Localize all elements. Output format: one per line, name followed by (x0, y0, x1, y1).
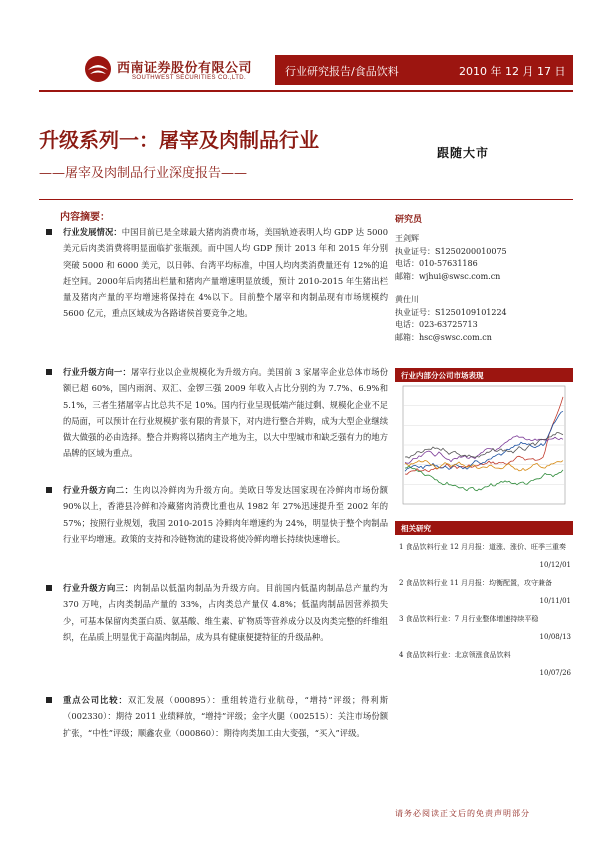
bullet-icon (46, 697, 52, 703)
company-name-en: SOUTHWEST SECURITIES CO.,LTD. (132, 75, 247, 81)
related-item-date: 10/12/01 (539, 561, 571, 569)
paragraph-body (63, 692, 388, 741)
analyst-card (395, 294, 570, 344)
related-item-title[interactable]: 3 食品饮料行业：7 月行业整体增速持续平稳 (399, 615, 539, 623)
summary-paragraph-direction-2 (38, 482, 388, 547)
paragraph-text: 双汇发展（000895）：重组转造行业航母，“增持”评级；得利斯（002330）：期待 2011 业绩释放，“增持”评级；金字火腿（002515）：关注市场份额扩张，“中性”评级；顺鑫农业（000860）：期待肉类加工由大变强，“买入”评级。 (63, 695, 388, 738)
summary-heading: 内容摘要： (60, 212, 110, 223)
summary-paragraph-companies (38, 692, 388, 741)
analyst-name: 王剑辉 (395, 234, 419, 243)
analyst-phone: 电话：023-63725713 (395, 320, 478, 329)
related-item-title[interactable]: 1 食品饮料行业 12 月月报：道涨、涨价、旺季三重奏 (399, 543, 567, 551)
related-item-title[interactable]: 4 食品饮料行业：北京领涨食品饮料 (399, 651, 511, 659)
analyst-cert: 执业证号：S1250200010075 (395, 246, 507, 256)
paragraph-body (63, 482, 388, 547)
company-name-cn: 西南证券股份有限公司 (117, 61, 253, 76)
header-rule (39, 90, 573, 92)
summary-paragraph-direction-3 (38, 580, 388, 645)
related-item-date: 10/07/26 (539, 669, 571, 677)
market-chart-heading (395, 368, 573, 382)
title-rule (39, 199, 573, 200)
bullet-icon (46, 229, 52, 235)
paragraph-text: 生肉以冷鲜肉为升级方向。美欧日等发达国家现在冷鲜肉市场份额 90%以上，香港县冷鲜和冷藏猪肉消费比重也从 1982 年 27%迅速提升至 2002 年的 57%；按照行业规划，我国 2010-2015 冷鲜肉年增速约为 24%，明显快于整个肉制品行业平均增速。政策的支持和冷链物流的建设将使冷鲜肉增长持续快速增长。 (63, 485, 388, 544)
paragraph-label: 重点公司比较： (63, 695, 128, 705)
bullet-icon (46, 369, 52, 375)
report-title: 升级系列一：屠宰及肉制品行业 (39, 128, 319, 152)
paragraph-text: 中国目前已是全球最大猪肉消费市场，美国轨迹表明人均 GDP 达 5000 美元后肉类消费将明显面临扩张瓶颈。而中国人均 GDP 预计 2013 年和 2015 年分别突破 5000 和 6000 美元，以日韩、台湾平均标准，中国人均肉类消费量还有 12%的追赶空间。2000年后肉猪出栏量和猪肉产量增速明显放缓，预计 2010-2015 年生猪出栏量及猪肉产量的平均增速将保持在 4%以下。目前整个屠宰和肉制品现有市场规模约 5600 亿元，重点区域成为各路诸侯首要竞争之地。 (63, 227, 388, 319)
related-heading-text: 相关研究 (401, 524, 431, 533)
related-item-date: 10/11/01 (539, 597, 571, 605)
paragraph-label: 行业发展情况： (63, 227, 122, 237)
bullet-icon (46, 487, 52, 493)
paragraph-text: 屠宰行业以企业规模化为升级方向。美国前 3 家屠宰企业总体市场份额已超 60%，国内雨润、双汇、金锣三强 2009 年收入占比分别约为 7.7%、6.9%和 5.1%，三者生猪屠宰占比总共不足 10%。国内行业呈现低端产能过剩、规模化企业不足的局面，可以预计在行业规模扩张有限的背景下，对内进行整合并购，成为大型企业继续做大做强的必由选择。整合并购将以猪肉主产地为主，以大中型城市和缺乏强有力的地方品牌的区域为重点。 (63, 367, 388, 459)
company-logo (84, 49, 274, 89)
paragraph-body (63, 580, 388, 645)
bullet-icon (46, 585, 52, 591)
related-research-heading (395, 521, 573, 535)
report-header (0, 0, 595, 100)
analyst-name: 黄仕川 (395, 295, 419, 304)
report-date: 2010 年 12 月 17 日 (459, 65, 566, 78)
paragraph-label: 行业升级方向二： (63, 485, 134, 495)
header-banner (275, 55, 573, 85)
market-performance-chart (395, 382, 573, 510)
paragraph-text: 肉制品以低温肉制品为升级方向。目前国内低温肉制品总产量约为 370 万吨，占肉类制品产量的 33%，占肉类总产量仅 4.8%；低温肉制品因营养损失少，可基本保留肉类蛋白质、氨基酸、维生素、矿物质等营养成分以及肉类完整的纤维组织，在品质上明显优于高温肉制品，成为具有健康便捷特征的升级品种。 (63, 583, 388, 642)
analyst-cert: 执业证号：S1250109101224 (395, 307, 507, 317)
analyst-email[interactable]: 邮箱：hsc@swsc.com.cn (395, 332, 492, 342)
paragraph-label: 行业升级方向一： (63, 367, 131, 377)
paragraph-label: 行业升级方向三： (63, 583, 134, 593)
report-subtitle: ——屠宰及肉制品行业深度报告—— (39, 166, 248, 181)
paragraph-body (63, 364, 388, 462)
summary-paragraph-direction-1 (38, 364, 388, 462)
logo-mark-icon (84, 55, 112, 83)
analysts-heading: 研究员 (395, 215, 423, 225)
related-item-title[interactable]: 2 食品饮料行业 11 月月报：均衡配置，攻守兼备 (399, 579, 553, 587)
chart-series-line (405, 466, 563, 491)
market-chart-heading-text: 行业内部分公司市场表现 (401, 371, 484, 380)
related-item-date: 10/08/13 (539, 633, 571, 641)
industry-rating: 跟随大市 (437, 146, 490, 160)
related-item[interactable] (395, 575, 573, 611)
analyst-phone: 电话：010-57631186 (395, 259, 478, 268)
summary-paragraph-development (38, 224, 388, 322)
analyst-email[interactable]: 邮箱：wjhui@swsc.com.cn (395, 271, 501, 281)
report-type: 行业研究报告/食品饮料 (285, 65, 399, 78)
related-item[interactable] (395, 539, 573, 575)
related-item[interactable] (395, 647, 573, 683)
related-item[interactable] (395, 611, 573, 647)
paragraph-body (63, 224, 388, 322)
related-research-list (395, 539, 573, 683)
analyst-card (395, 233, 570, 283)
disclaimer-note: 请务必阅读正文后的免责声明部分 (395, 809, 530, 818)
